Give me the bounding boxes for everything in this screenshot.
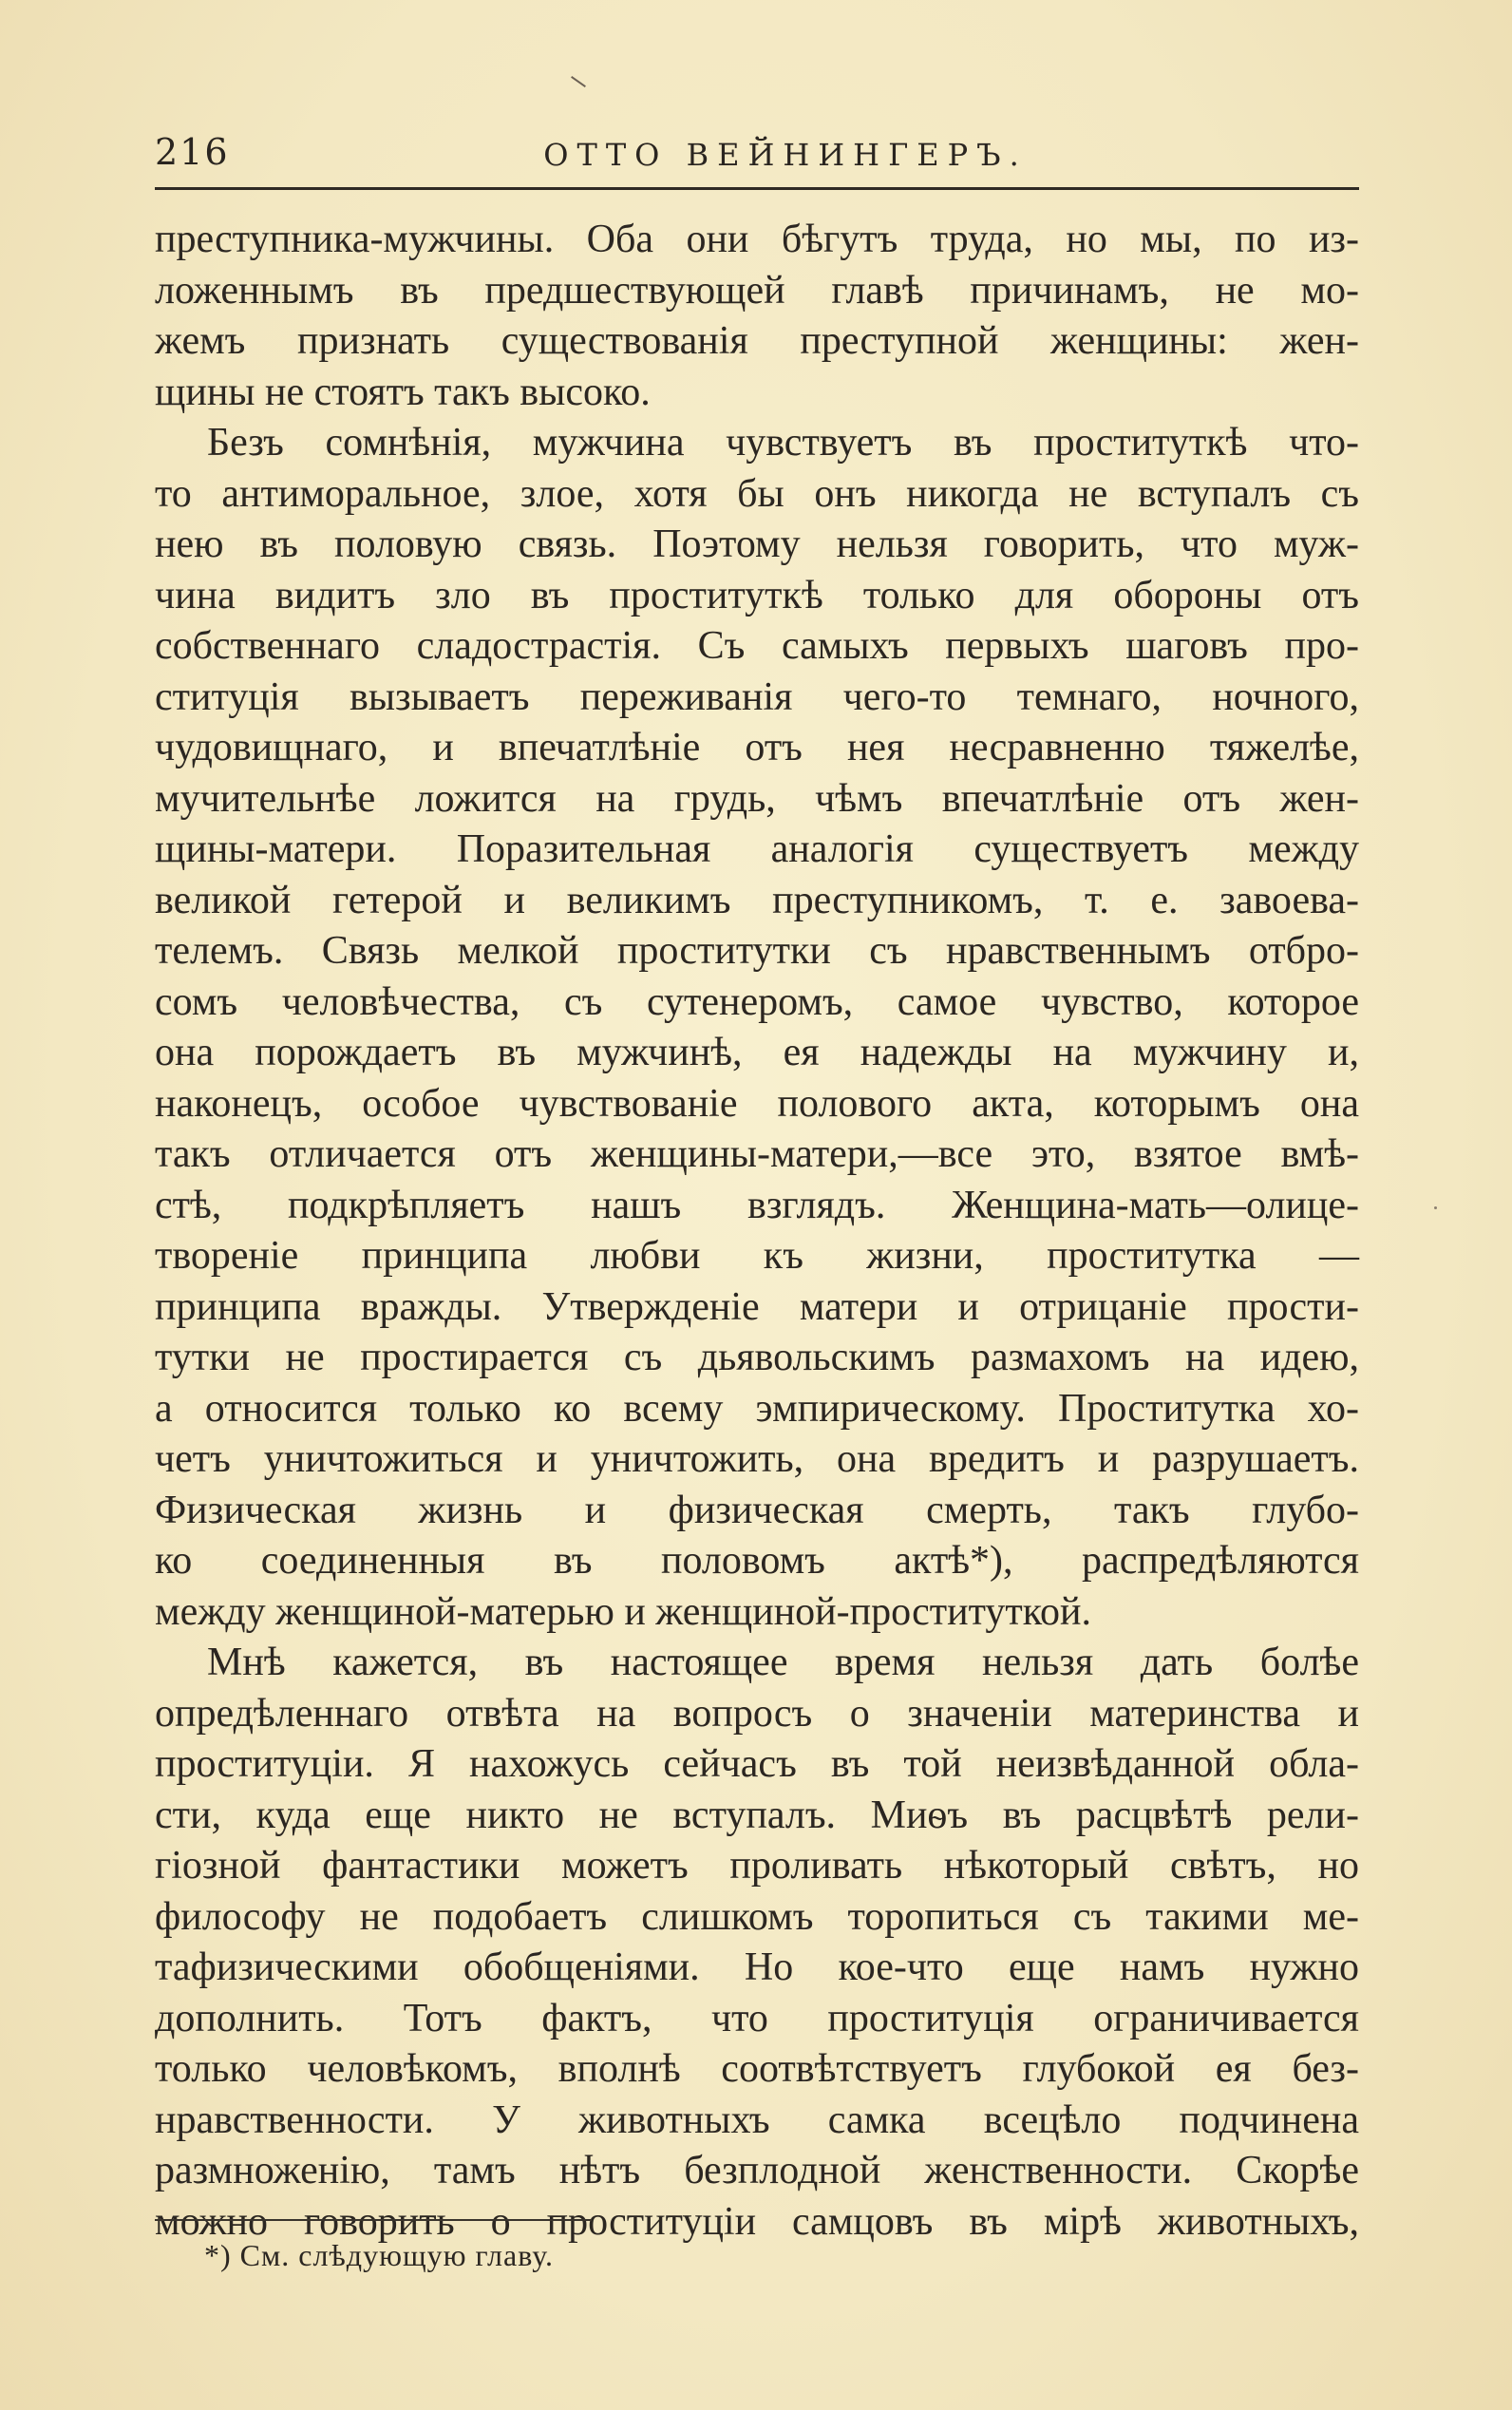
text-line: сомъ человѣчества, съ сутенеромъ, самое чувство, которое <box>155 979 1359 1024</box>
body-text <box>155 215 1359 2248</box>
paragraph-2 <box>155 418 1359 1638</box>
text-line: мучительнѣе ложится на грудь, чѣмъ впечатлѣніе отъ жен- <box>155 776 1359 821</box>
text-line: жемъ признать существованія преступной женщины: жен- <box>155 319 1359 363</box>
text-line: а относится только ко всему эмпирическому. Проститутка хо- <box>155 1386 1359 1431</box>
text-line: великой гетерой и великимъ преступникомъ, т. е. завоева- <box>155 878 1359 922</box>
text-line: гіозной фантастики можетъ проливать нѣкоторый свѣтъ, но <box>155 1844 1359 1888</box>
paper-speck <box>571 76 586 87</box>
text-line: размноженію, тамъ нѣтъ безплодной женственности. Скорѣе <box>155 2149 1359 2192</box>
text-line: она порождаетъ въ мужчинѣ, ея надежды на мужчину и, <box>155 1031 1359 1074</box>
footnote: *) См. слѣдующую главу. <box>204 2238 555 2272</box>
text-line: Физическая жизнь и физическая смерть, такъ глубо- <box>155 1488 1359 1532</box>
text-line: философу не подобаетъ слишкомъ торопиться съ такими ме- <box>155 1894 1359 1939</box>
text-line: стѣ, подкрѣпляетъ нашъ взглядъ. Женщина-мать—олице- <box>155 1183 1359 1227</box>
paper-dot <box>1434 1206 1437 1209</box>
text-line: телемъ. Связь мелкой проститутки съ нравственнымъ отбро- <box>155 929 1359 973</box>
text-line: преступника-мужчины. Оба они бѣгутъ труда, но мы, по из- <box>155 218 1359 261</box>
text-line: Безъ сомнѣнія, мужчина чувствуетъ въ проституткѣ что- <box>207 421 1359 465</box>
text-line: чудовищнаго, и впечатлѣніе отъ нея несравненно тяжелѣе, <box>155 726 1359 769</box>
paragraph-3 <box>155 1638 1359 2248</box>
text-line: тафизическими обобщеніями. Но кое-что еще намъ нужно <box>155 1945 1359 1989</box>
text-line: принципа вражды. Утвержденіе матери и отрицаніе прости- <box>155 1284 1359 1329</box>
page-header <box>155 131 1359 180</box>
text-line: дополнить. Тотъ фактъ, что проституція ограничивается <box>155 1996 1359 2040</box>
text-line: твореніе принципа любви къ жизни, проститутка — <box>155 1234 1359 1278</box>
text-line: Мнѣ кажется, въ настоящее время нельзя дать болѣе <box>207 1641 1359 1684</box>
footnote-rule <box>155 2219 592 2221</box>
text-line: собственнаго сладострастія. Съ самыхъ первыхъ шаговъ про- <box>155 624 1359 668</box>
text-line: щины-матери. Поразительная аналогія существуетъ между <box>155 827 1359 871</box>
text-line: четъ уничтожиться и уничтожить, она вредитъ и разрушаетъ. <box>155 1437 1359 1481</box>
text-line: ституція вызываетъ переживанія чего-то темнаго, ночного, <box>155 674 1359 719</box>
text-line: нею въ половую связь. Поэтому нельзя говорить, что муж- <box>155 522 1359 566</box>
text-line: проституціи. Я нахожусь сейчасъ въ той неизвѣданной обла- <box>155 1742 1359 1786</box>
running-head: ОТТО ВЕЙНИНГЕРЪ. <box>543 137 1028 173</box>
text-line: наконецъ, особое чувствованіе полового акта, которымъ она <box>155 1081 1359 1126</box>
text-line: ложеннымъ въ предшествующей главѣ причинамъ, не мо- <box>155 268 1359 313</box>
text-line: такъ отличается отъ женщины-матери,—все это, взятое вмѣ- <box>155 1132 1359 1176</box>
text-line: щины не стоятъ такъ высоко. <box>155 370 651 414</box>
text-line: можно говорить о проституціи самцовъ въ мірѣ животныхъ, <box>155 2199 1359 2244</box>
header-rule <box>155 187 1359 190</box>
text-line: только человѣкомъ, вполнѣ соотвѣтствуетъ глубокой ея без- <box>155 2047 1359 2091</box>
text-line: нравственности. У животныхъ самка всецѣло подчинена <box>155 2097 1359 2142</box>
text-line: ко соединенныя въ половомъ актѣ*), распредѣляются <box>155 1539 1359 1583</box>
text-line: чина видитъ зло въ проституткѣ только для обороны отъ <box>155 573 1359 617</box>
text-line: тутки не простирается съ дьявольскимъ размахомъ на идею, <box>155 1336 1359 1379</box>
text-line: сти, куда еще никто не вступалъ. Миѳъ въ расцвѣтѣ рели- <box>155 1793 1359 1837</box>
page-number: 216 <box>155 131 230 173</box>
text-line: опредѣленнаго отвѣта на вопросъ о значеніи материнства и <box>155 1691 1359 1736</box>
text-line: между женщиной-матерью и женщиной-проституткой. <box>155 1589 1092 1634</box>
paragraph-1 <box>155 215 1359 418</box>
text-line: то антиморальное, злое, хотя бы онъ никогда не вступалъ съ <box>155 471 1359 516</box>
